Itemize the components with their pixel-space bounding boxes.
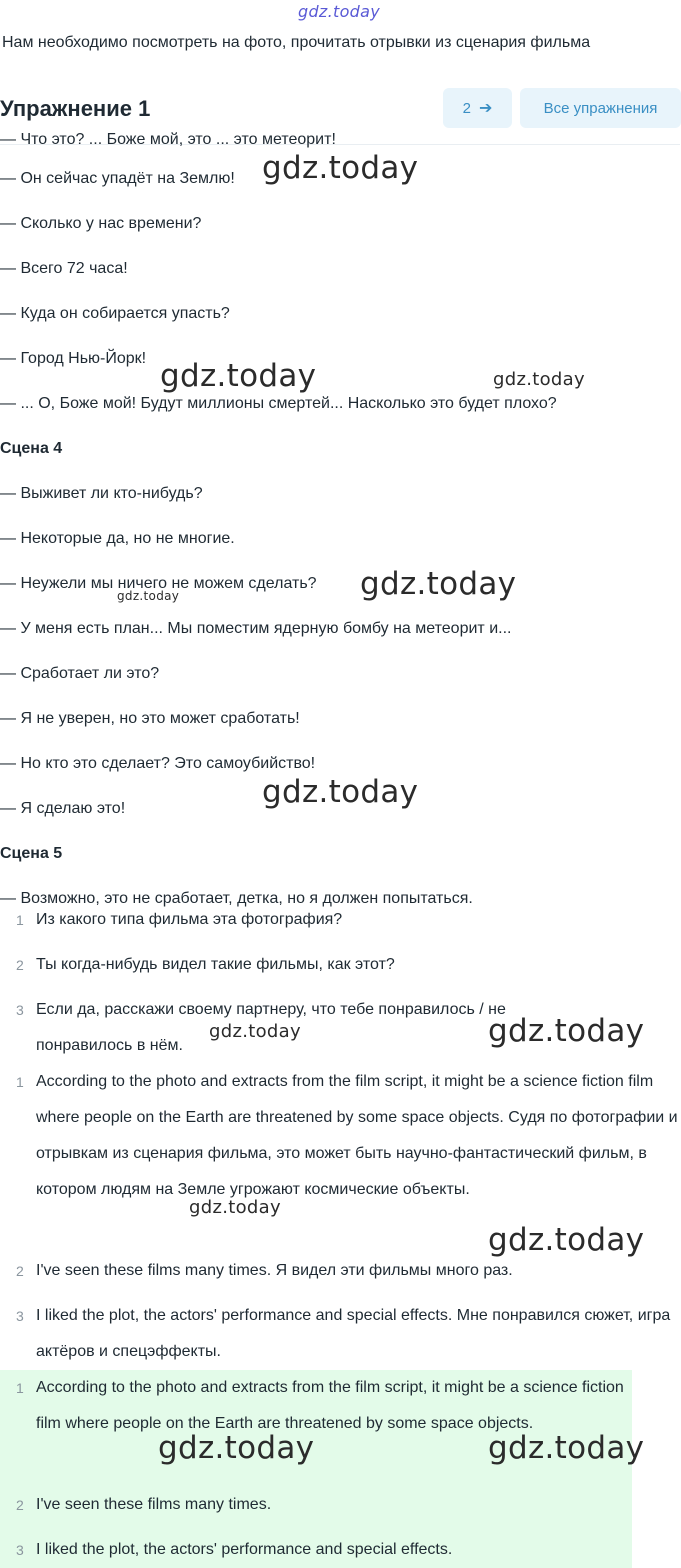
- answer-en-item: [0, 1487, 680, 1523]
- script-line: — Выживет ли кто-нибудь?: [0, 485, 203, 502]
- answer-number: 3: [16, 1542, 24, 1558]
- answer-number: 1: [16, 1380, 24, 1396]
- answer-text: According to the photo and extracts from the film script, it might be a science fiction film where people on the Earth are threatened by some space objects. Судя по фотографии и отрывкам из сценария фильма, это может быть научно-фантастический фильм, в котором людям на Земле угрожают космические объекты.: [36, 1073, 678, 1198]
- script-line: — Некоторые да, но не многие.: [0, 530, 235, 547]
- script-line: — Он сейчас упадёт на Землю!: [0, 170, 235, 187]
- watermark: gdz.today: [209, 1021, 301, 1042]
- question-number: 3: [16, 1002, 24, 1018]
- watermark: gdz.today: [158, 1430, 315, 1466]
- question-item: [0, 947, 680, 983]
- script-line: — У меня есть план... Мы поместим ядерную бомбу на метеорит и...: [0, 620, 512, 637]
- script-line: — Всего 72 часа!: [0, 260, 128, 277]
- question-text: Из какого типа фильма эта фотография?: [36, 911, 343, 928]
- next-exercise-label: 2: [462, 99, 471, 117]
- question-item: [0, 902, 680, 938]
- script-line-cut-bottom: — Возможно, это не сработает, детка, но я должен попытаться.: [0, 890, 473, 907]
- watermark: gdz.today: [262, 774, 419, 810]
- answer-en-text: According to the photo and extracts from the film script, it might be a science fiction film where people on the Earth are threatened by some space objects.: [36, 1379, 624, 1432]
- script-line: — Неужели мы ничего не можем сделать?: [0, 575, 317, 592]
- answer-item: [0, 1253, 680, 1289]
- answer-number: 2: [16, 1497, 24, 1513]
- question-text: Если да, расскажи своему партнеру, что тебе понравилось / не понравилось в нём.: [36, 1001, 506, 1054]
- script-line: — Я сделаю это!: [0, 800, 126, 817]
- script-line: — Сработает ли это?: [0, 665, 160, 682]
- answer-en-text: I've seen these films many times.: [36, 1496, 272, 1513]
- answer-en-text: I liked the plot, the actors' performance and special effects.: [36, 1541, 453, 1558]
- question-number: 1: [16, 912, 24, 928]
- watermark: gdz.today: [493, 369, 585, 390]
- script-line-cut-top: — Что это? ... Боже мой, это ... это метеорит!: [0, 131, 336, 148]
- answer-number: 3: [16, 1308, 24, 1324]
- watermark: gdz.today: [488, 1430, 645, 1466]
- answer-item: [0, 1298, 680, 1370]
- watermark: gdz.today: [360, 566, 517, 602]
- script-line: — Я не уверен, но это может сработать!: [0, 710, 300, 727]
- answer-text: I liked the plot, the actors' performance and special effects. Мне понравился сюжет, игра актёров и спецэффекты.: [36, 1307, 671, 1360]
- watermark: gdz.today: [160, 358, 317, 394]
- script-line: — Город Нью-Йорк!: [0, 350, 147, 367]
- answer-number: 2: [16, 1263, 24, 1279]
- question-text: Ты когда-нибудь видел такие фильмы, как этот?: [36, 956, 395, 973]
- watermark: gdz.today: [117, 589, 180, 603]
- intro-text: Нам необходимо посмотреть на фото, прочитать отрывки из сценария фильма: [2, 34, 591, 51]
- watermark: gdz.today: [189, 1197, 281, 1218]
- answer-item: [0, 1064, 680, 1244]
- exercise-title: Упражнение 1: [0, 96, 151, 121]
- script-line: — ... О, Боже мой! Будут миллионы смертей... Насколько это будет плохо?: [0, 395, 557, 412]
- watermark: gdz.today: [488, 1013, 645, 1049]
- watermark-top: gdz.today: [298, 2, 380, 21]
- answer-text: I've seen these films many times. Я видел эти фильмы много раз.: [36, 1262, 513, 1279]
- answer-number: 1: [16, 1074, 24, 1090]
- watermark: gdz.today: [262, 150, 419, 186]
- scene-heading: Сцена 5: [0, 845, 63, 862]
- all-exercises-button[interactable]: Все упражнения: [520, 88, 681, 128]
- scene-heading: Сцена 4: [0, 440, 63, 457]
- script-line: — Но кто это сделает? Это самоубийство!: [0, 755, 316, 772]
- question-number: 2: [16, 957, 24, 973]
- next-exercise-button[interactable]: [443, 88, 512, 128]
- watermark: gdz.today: [488, 1222, 645, 1258]
- arrow-right-icon: ➔: [478, 100, 493, 117]
- script-line: — Сколько у нас времени?: [0, 215, 202, 232]
- script-line: — Куда он собирается упасть?: [0, 305, 230, 322]
- answer-en-item: [0, 1532, 680, 1568]
